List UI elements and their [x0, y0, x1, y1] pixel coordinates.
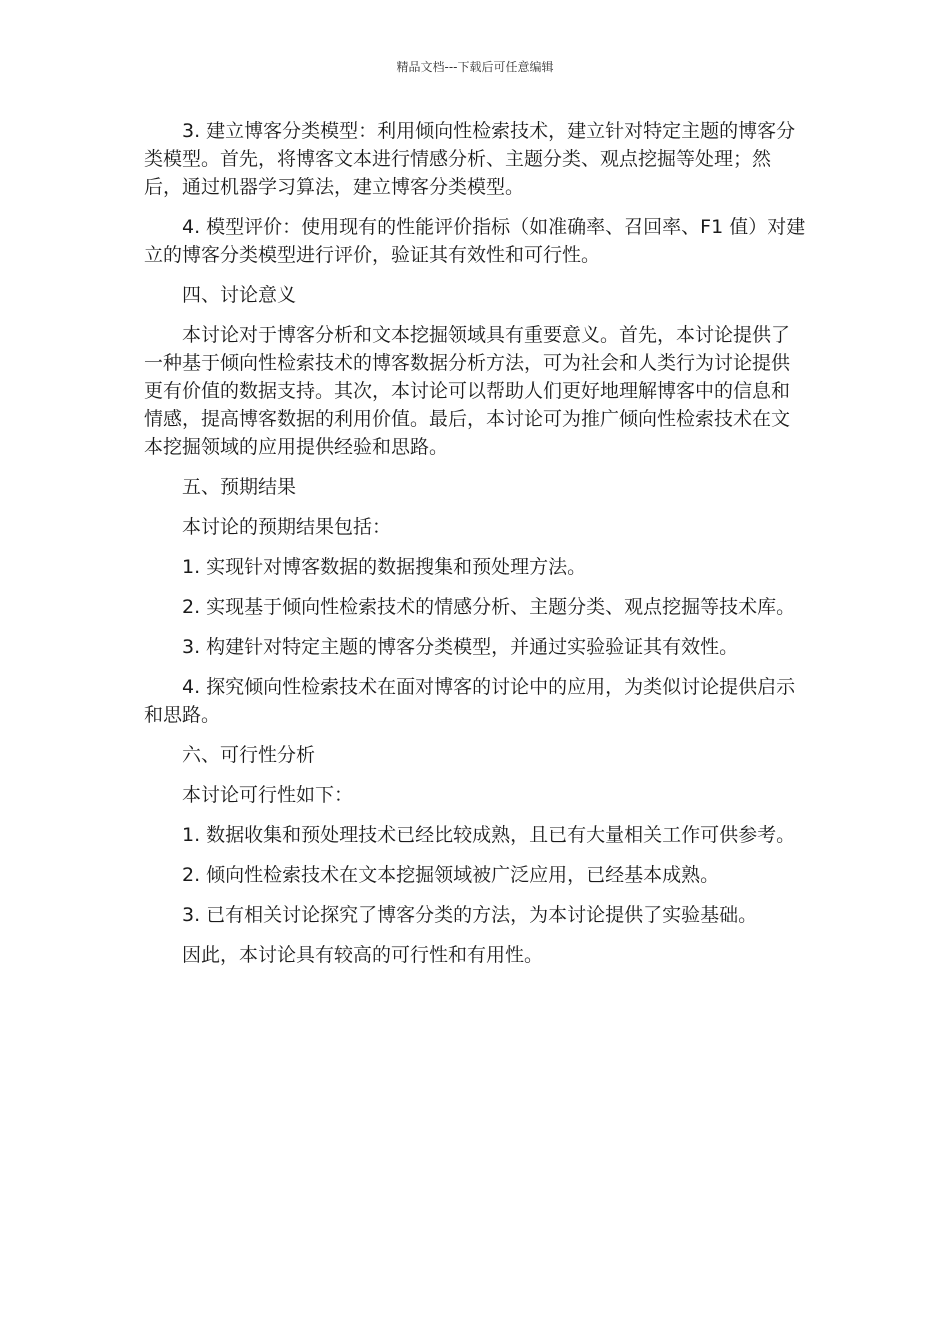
list-item-result-1: 1. 实现针对博客数据的数据搜集和预处理方法。 — [182, 556, 587, 578]
paragraph-model-evaluation: 4. 模型评价：使用现有的性能评价指标（如准确率、召回率、F1 值）对建立的博客分类模型进行评价，验证其有效性和可行性。 — [144, 216, 806, 266]
list-item-feasibility-2: 2. 倾向性检索技术在文本挖掘领域被广泛应用，已经基本成熟。 — [182, 864, 720, 886]
paragraph-results-intro: 本讨论的预期结果包括： — [182, 516, 392, 538]
list-item-feasibility-3: 3. 已有相关讨论探究了博客分类的方法，为本讨论提供了实验基础。 — [182, 904, 758, 926]
document-body — [144, 117, 806, 981]
list-item-result-3: 3. 构建针对特定主题的博客分类模型，并通过实验验证其有效性。 — [182, 636, 739, 658]
paragraph-feasibility-intro: 本讨论可行性如下： — [182, 784, 354, 806]
section-heading-feasibility: 六、可行性分析 — [182, 744, 316, 766]
list-item-feasibility-1: 1. 数据收集和预处理技术已经比较成熟，且已有大量相关工作可供参考。 — [182, 824, 796, 846]
section-heading-significance: 四、讨论意义 — [182, 284, 297, 306]
list-item-result-2: 2. 实现基于倾向性检索技术的情感分析、主题分类、观点挖掘等技术库。 — [182, 596, 796, 618]
page-header: 精品文档---下载后可任意编辑 — [396, 60, 554, 74]
paragraph-model-building: 3. 建立博客分类模型：利用倾向性检索技术，建立针对特定主题的博客分类模型。首先，将博客文本进行情感分析、主题分类、观点挖掘等处理；然后，通过机器学习算法，建立博客分类模型。 — [144, 120, 796, 198]
paragraph-conclusion: 因此，本讨论具有较高的可行性和有用性。 — [182, 944, 544, 966]
list-item-result-4: 4. 探究倾向性检索技术在面对博客的讨论中的应用，为类似讨论提供启示和思路。 — [144, 676, 796, 726]
paragraph-significance: 本讨论对于博客分析和文本挖掘领域具有重要意义。首先，本讨论提供了一种基于倾向性检索技术的博客数据分析方法，可为社会和人类行为讨论提供更有价值的数据支持。其次，本讨论可以帮助人们更好地理解博客中的信息和情感，提高博客数据的利用价值。最后，本讨论可为推广倾向性检索技术在文本挖掘领域的应用提供经验和思路。 — [144, 324, 791, 458]
section-heading-expected-results: 五、预期结果 — [182, 476, 297, 498]
